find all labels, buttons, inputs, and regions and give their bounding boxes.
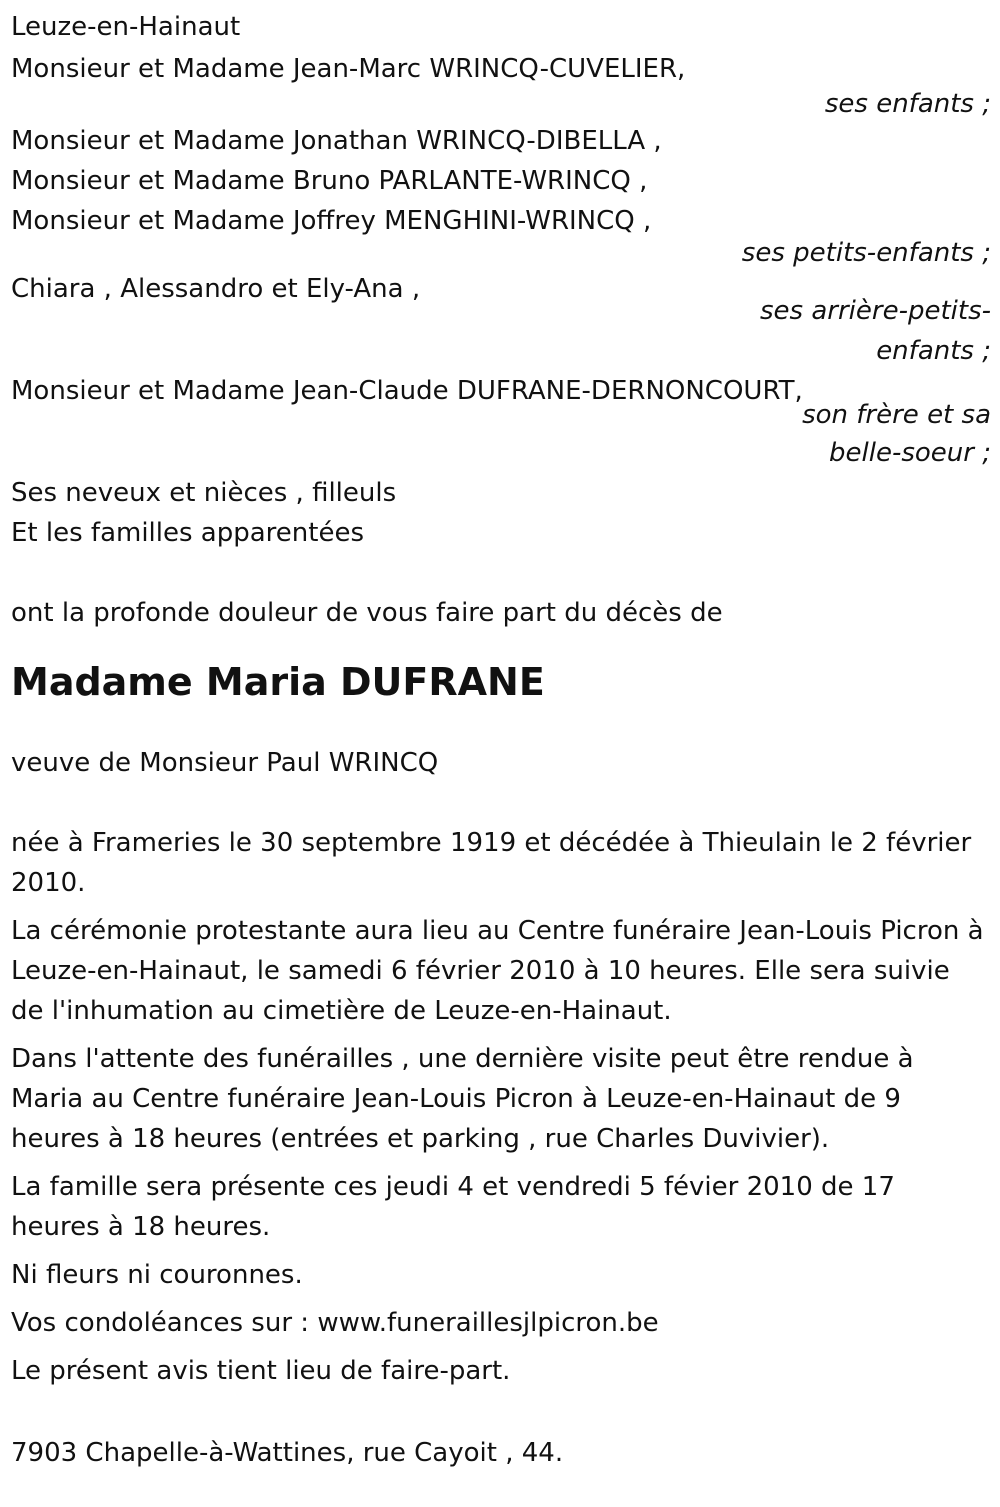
siblings-relation-line1: son frère et sa	[802, 400, 991, 430]
grandchild-name: Monsieur et Madame Bruno PARLANTE-WRINCQ ,	[11, 166, 648, 196]
deceased-name: Madame Maria DUFRANE	[11, 660, 545, 704]
other-relatives: Et les familles apparentées	[11, 518, 365, 548]
address: 7903 Chapelle-à-Wattines, rue Cayoit , 44.	[11, 1438, 564, 1468]
visitation-info: Dans l'attente des funérailles , une dernière visite peut être rendue à Maria au Centre funéraire Jean-Louis Picron à Leuze-en-Hainaut de 9 heures à 18 heures (entrées et parking , rue Charles Duvivier).	[11, 1044, 914, 1154]
widow-of: veuve de Monsieur Paul WRINCQ	[11, 748, 439, 778]
grandchildren-relation: ses petits-enfants ;	[741, 238, 991, 268]
location-heading: Leuze-en-Hainaut	[11, 12, 241, 42]
grandchild-name: Monsieur et Madame Joffrey MENGHINI-WRINCQ ,	[11, 206, 652, 236]
children-name: Monsieur et Madame Jean-Marc WRINCQ-CUVELIER,	[11, 54, 686, 84]
no-flowers-note: Ni fleurs ni couronnes.	[11, 1260, 303, 1290]
children-relation: ses enfants ;	[824, 89, 991, 119]
spacer	[11, 553, 991, 593]
great-grandchildren-relation-line2: enfants ;	[876, 336, 991, 366]
family-presence-info: La famille sera présente ces jeudi 4 et vendredi 5 févier 2010 de 17 heures à 18 heures.	[11, 1172, 895, 1242]
ceremony-info: La cérémonie protestante aura lieu au Centre funéraire Jean-Louis Picron à Leuze-en-Hainaut, le samedi 6 février 2010 à 10 heures. Elle sera suivie de l'inhumation au cimetière de Leuze-en-Hainaut.	[11, 916, 984, 1026]
announcement-text: ont la profonde douleur de vous faire part du décès de	[11, 598, 723, 628]
siblings-row	[11, 371, 991, 430]
notice-statement: Le présent avis tient lieu de faire-part.	[11, 1356, 511, 1386]
great-grandchildren-relation-line1: ses arrière-petits-	[760, 296, 991, 326]
other-relatives: Ses neveux et nièces , filleuls	[11, 478, 397, 508]
spacer	[11, 633, 991, 653]
great-grandchildren-names: Chiara , Alessandro et Ely-Ana ,	[11, 274, 421, 304]
siblings-name: Monsieur et Madame Jean-Claude DUFRANE-DERNONCOURT,	[11, 376, 803, 406]
grandchild-name: Monsieur et Madame Jonathan WRINCQ-DIBELLA ,	[11, 126, 662, 156]
spacer	[11, 783, 991, 823]
obituary-notice	[11, 7, 991, 1473]
condolences-note: Vos condoléances sur : www.funeraillesjlpicron.be	[11, 1308, 659, 1338]
spacer	[11, 1399, 991, 1433]
siblings-relation-line2: belle-soeur ;	[829, 438, 991, 468]
spacer	[11, 711, 991, 743]
birth-death-info: née à Frameries le 30 septembre 1919 et décédée à Thieulain le 2 février 2010.	[11, 828, 972, 898]
